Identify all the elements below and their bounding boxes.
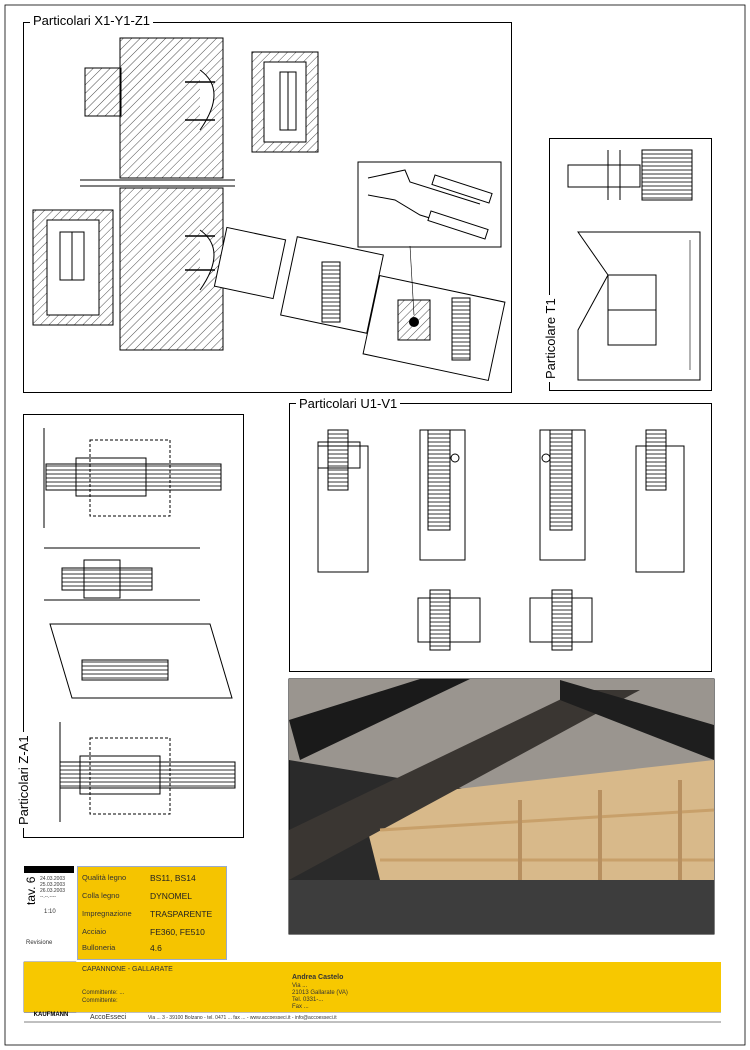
project-title: CAPANNONE - GALLARATE (82, 966, 173, 973)
kaufmann-logo-text: KAUFMANN (33, 1012, 69, 1018)
sheet-number: tav. 6 (24, 876, 38, 905)
spec-label: Impregnazione (82, 909, 132, 918)
spec-value: TRASPARENTE (150, 909, 213, 919)
revision-date: --.--.---- (40, 894, 57, 900)
structure-render-image (289, 679, 714, 934)
revision-date: 24.03.2003 (40, 876, 66, 882)
engineer-address: 21013 Gallarate (VA) (292, 990, 348, 996)
spec-row (82, 909, 222, 923)
engineer-address: Tel. 0331-... (292, 997, 324, 1003)
spec-label: Colla legno (82, 891, 120, 900)
spec-label: Qualità legno (82, 873, 127, 882)
spec-value: 4.6 (150, 943, 162, 953)
panel-uv-title: Particolari U1-V1 (296, 396, 400, 411)
material-spec-table (77, 866, 227, 960)
revision-date: 26.03.2003 (40, 888, 66, 894)
spec-label: Acciaio (82, 927, 107, 936)
engineer-address: Via ... (292, 983, 308, 989)
engineer-name: Andrea Castelo (292, 974, 344, 981)
engineer-address: Fax ... (292, 1004, 309, 1010)
spec-value: FE360, FE510 (150, 927, 205, 937)
spec-value: DYNOMEL (150, 891, 193, 901)
spec-value: BS11, BS14 (150, 873, 196, 883)
company-name: AccoEsseci (90, 1014, 127, 1021)
revision-dates (40, 876, 65, 900)
spec-row (82, 891, 222, 905)
spec-label: Bulloneria (82, 943, 116, 952)
panel-za1-title: Particolari Z-A1 (16, 732, 31, 828)
spec-row (82, 943, 222, 957)
company-footer: Via ... 3 - 39100 Bolzano - tel. 0471 ... fax ... - www.accoesseci.it - info@accoesseci.it (148, 1015, 337, 1021)
spec-row (82, 873, 222, 887)
client-line: Committente: (82, 998, 118, 1004)
panel-t1-title: Particolare T1 (543, 295, 558, 382)
client-line: Committente: ... (82, 990, 125, 996)
revision-date: 25.03.2003 (40, 882, 66, 888)
drawing-scale: 1:10 (44, 909, 56, 915)
revision-label: Revisione (26, 940, 53, 946)
spec-row (82, 927, 222, 941)
panel-x1-title: Particolari X1-Y1-Z1 (30, 13, 153, 28)
